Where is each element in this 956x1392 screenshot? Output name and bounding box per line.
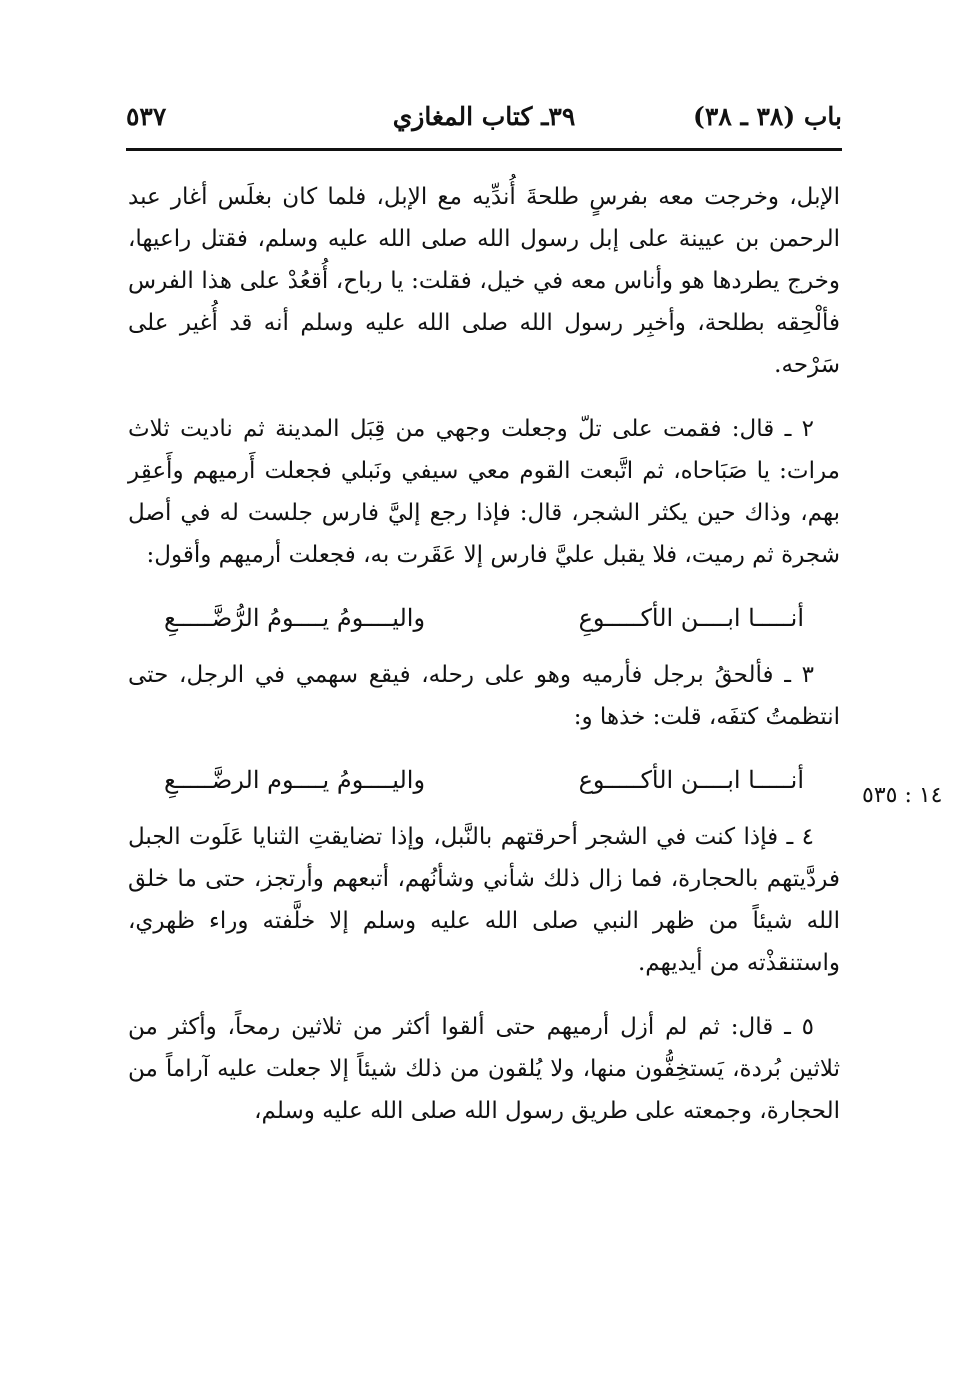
chapter-heading: باب (٣٨ ـ ٣٨) bbox=[693, 102, 842, 131]
book-title: ٣٩ـ كتاب المغازي bbox=[392, 102, 576, 131]
verse-1-second-hemistich: واليــــومُ يــــومُ الرُّضَّـــــعِ bbox=[164, 604, 426, 632]
verse-1 bbox=[164, 598, 804, 638]
paragraph-1: الإبل، وخرجت معه بفرسٍ طلحةَ أُندِّيه مع الإبل، فلما كان بغلَس أغار عبد الرحمن بن عيينة على إبل رسول الله صلى الله عليه وسلم، فقتل راعيها، وخرج يطردها هو وأناس معه في خيل، فقلت: يا رباح، أُقعُدْ على هذا الفرس فألْحِقه بطلحة، وأخبِر رسول الله صلى الله عليه وسلم أنه قد أُغير على سَرْحه. bbox=[128, 184, 840, 378]
running-header bbox=[126, 96, 842, 142]
main-text bbox=[128, 176, 840, 1132]
verse-2 bbox=[164, 760, 804, 800]
paragraph-2: ٢ ـ قال: فقمت على تلّ وجعلت وجهي من قِبَل المدينة ثم ناديت ثلاث مرات: يا صَبَاحاه، ثم اتَّبعت القوم معي سيفي ونَبلي فجعلت أَرميهم وأَعقِر بهم، وذاك حين يكثر الشجر، قال: فإذا رجع إليَّ فارس جلست له في أصل شجرة ثم رميت، فلا يقبل عليَّ فارس إلا عَقَرت به، فجعلت أرميهم وأقول: bbox=[128, 416, 840, 568]
verse-1-first-hemistich: أنـــــا ابــــن الأكـــــوعِ bbox=[578, 604, 804, 632]
paragraph-4: ٤ ـ فإذا كنت في الشجر أحرقتهم بالنَّبل، وإذا تضايقتِ الثنايا عَلَوت الجبل فردَّيتهم بالحجارة، فما زال ذلك شأني وشأنُهم، أتبعهم وأرتجز، حتى ما خلق الله شيئاً من ظهر النبي صلى الله عليه وسلم إلا خلَّفته وراء ظهري، واستنقذْته من أيديهم. bbox=[128, 824, 840, 976]
paragraph-5: ٥ ـ قال: ثم لم أزل أرميهم حتى ألقوا أكثر من ثلاثين رمحاً، وأكثر من ثلاثين بُردة، يَستخِفُّون منها، ولا يُلقون من ذلك شيئاً إلا جعلت عليه آراماً من الحجارة، وجمعته على طريق رسول الله صلى الله عليه وسلم، bbox=[128, 1014, 840, 1124]
margin-reference: ١٤ : ٥٣٥ bbox=[862, 783, 943, 808]
verse-2-first-hemistich: أنـــــا ابــــن الأكـــــوع bbox=[578, 766, 804, 794]
page-number: ٥٣٧ bbox=[126, 102, 167, 131]
verse-2-second-hemistich: واليــــومُ يــــوم الرضَّـــــعِ bbox=[164, 766, 426, 794]
paragraph-3: ٣ ـ فألحقُ برجل فأرميه وهو على رحله، فيقع سهمي في الرجل، حتى انتظمتُ كتفَه، قلت: خذها و: bbox=[128, 662, 840, 730]
header-rule bbox=[126, 148, 842, 151]
